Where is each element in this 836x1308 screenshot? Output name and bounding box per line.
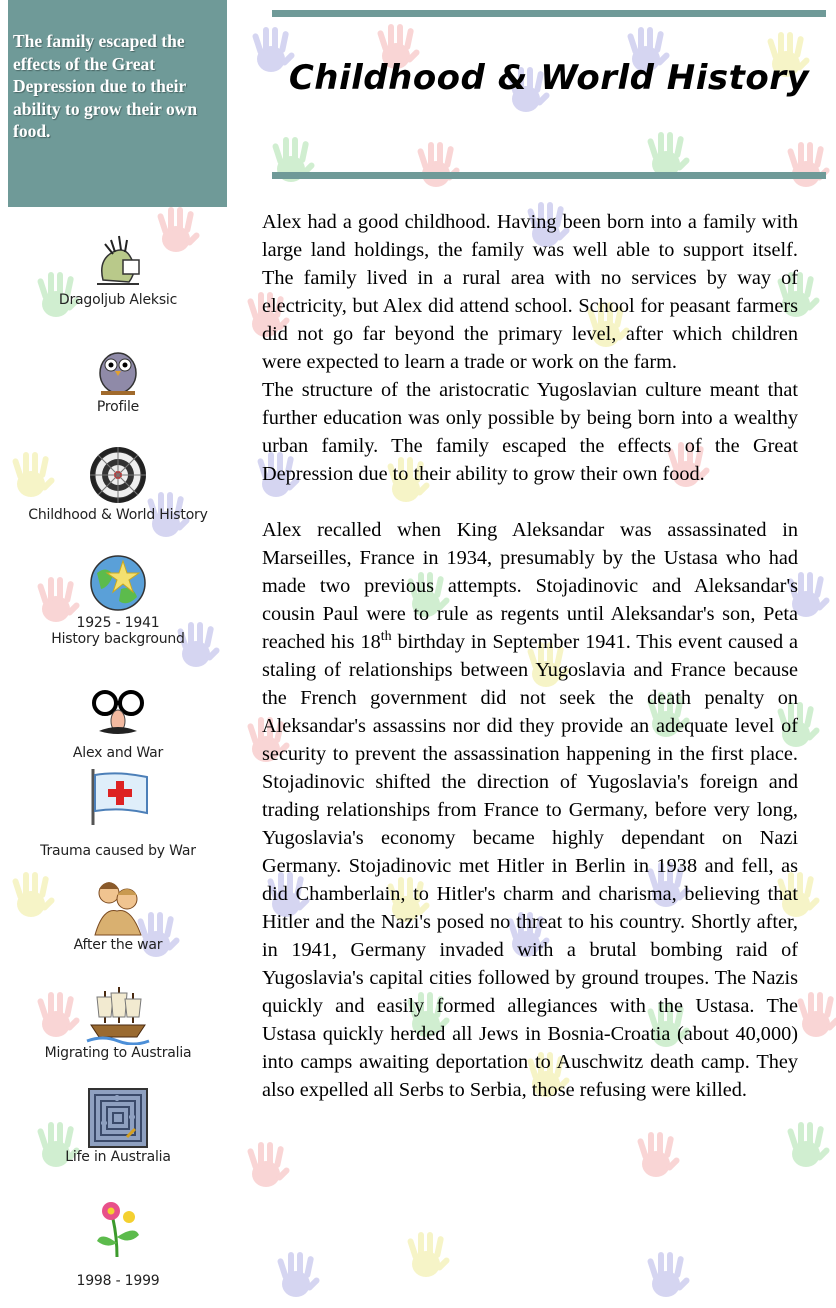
nav-item-life-in-australia[interactable] <box>8 1087 228 1165</box>
nav-item-dragoljub-aleksic[interactable] <box>8 230 228 308</box>
nav-label: 1998 - 1999 <box>76 1273 160 1289</box>
nav-label: Dragoljub Aleksic <box>58 292 178 308</box>
nav-label: Childhood & World History <box>28 507 208 523</box>
nav-item-after-the-war[interactable] <box>8 875 228 953</box>
sidebar-quote: The family escaped the effects of the Great Depression due to their ability to grow their own food. <box>13 31 198 141</box>
paragraph-text: birthday in September 1941. This event caused a staling of relationships between Yugoslavia and France because the French government did not seek the death penalty on Aleksandar's assassins nor did they provide an adequate level of security to prevent the assassination happening in the first place. Stojadinovic shifted the direction of Yugoslavia's foreign and trading relationships from France to Germany, before very long, Yugoslavia's economy became highly dependant on Nazi Germany. Stojadinovic met Hitler in Berlin in 1938 and fell, as did Chamberlain, to Hitler's charm and charisma, believing that Hitler and the Nazi's posed no threat to his country. Shortly after, in 1941, Germany invaded with a brutal bombing raid of Yugoslavia's capital cities followed by ground troupes. The Nazis quickly and easily formed allegiances with the Ustasa. The Ustasa quickly herded all Jews in Bosnia-Croatia (about 40,000) into camps awaiting deportation to Auschwitz death camp. They also expelled all Serbs to Serbia, those refusing were killed. <box>262 631 798 1101</box>
dartboard-icon <box>83 445 153 507</box>
nav-label-secondary: History background <box>51 631 185 647</box>
handprint-icon <box>265 135 317 187</box>
nav-item-childhood-world-history[interactable] <box>8 445 228 523</box>
handprint-icon <box>410 140 462 192</box>
paragraph-text: Alex recalled when King Aleksandar was assassinated in Marseilles, France in 1934, presumably by the Ustasa who had made two previous attempts. Stojadinovic and Aleksandar's cousin Paul were to rule as regents until Aleksandar's son, Peta reached his 18 <box>262 519 798 653</box>
nav-label: Alex and War <box>72 745 164 761</box>
nav-item-trauma-caused-by-war[interactable] <box>8 765 228 859</box>
maze-icon <box>83 1087 153 1149</box>
header-rule-bottom <box>272 172 826 179</box>
sidebar-quote-box <box>8 0 227 207</box>
handprint-icon <box>640 1250 692 1302</box>
nav-label: Life in Australia <box>65 1149 171 1165</box>
globe-icon <box>83 553 153 615</box>
nav-item-1998-1999[interactable] <box>8 1197 228 1289</box>
nav-label: After the war <box>73 937 163 953</box>
handprint-icon <box>630 1130 682 1182</box>
nav-label: Profile <box>96 399 140 415</box>
sailing-ship-icon <box>83 983 153 1045</box>
nav-item-alex-and-war[interactable] <box>8 683 228 761</box>
handprint-icon <box>780 1120 832 1172</box>
nav-item-migrating-to-australia[interactable] <box>8 983 228 1061</box>
article-body <box>262 208 798 1104</box>
nav-label: Trauma caused by War <box>40 843 196 859</box>
nav-label: 1925 - 1941 <box>76 615 160 631</box>
superscript: th <box>380 629 392 645</box>
nav-item-profile[interactable] <box>8 337 228 415</box>
nav-label: Migrating to Australia <box>44 1045 192 1061</box>
paragraph <box>262 516 798 1104</box>
couple-icon <box>83 875 153 937</box>
handprint-icon <box>400 1230 452 1282</box>
red-cross-flag-icon <box>83 765 153 827</box>
nav-item-history-background[interactable] <box>8 553 228 647</box>
portrait-sketch-icon <box>83 230 153 292</box>
owl-icon <box>83 337 153 399</box>
handprint-icon <box>780 140 832 192</box>
flower-icon <box>83 1197 153 1259</box>
paragraph: Alex had a good childhood. Having been born into a family with large land holdings, the family was well able to support itself. The family lived in a rural area with no services by way of electricity, but Alex did attend school. School for peasant farmers did not go far beyond the primary level, after which children were expected to learn a trade or work on the farm. <box>262 211 798 373</box>
paragraph: The structure of the aristocratic Yugoslavian culture meant that further education was only possible by being born into a wealthy urban family. The family escaped the effects of the Great Depression due to their ability to grow their own food. <box>262 379 798 485</box>
handprint-icon <box>240 1140 292 1192</box>
page-title: Childhood & World History <box>288 58 810 98</box>
handprint-icon <box>270 1250 322 1302</box>
header-rule-top <box>272 10 826 17</box>
disguise-glasses-icon <box>83 683 153 745</box>
